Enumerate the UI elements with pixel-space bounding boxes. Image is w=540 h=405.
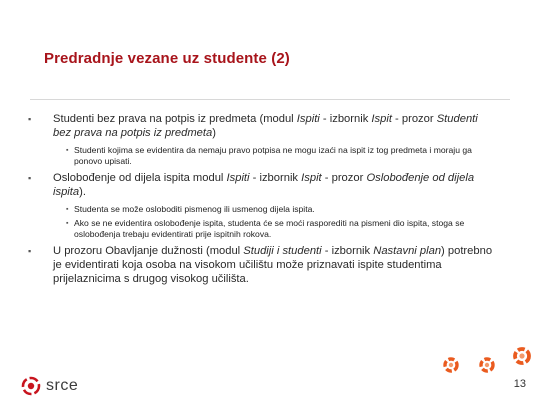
logo-text: srce — [46, 377, 79, 394]
bullet-item: ▪ Oslobođenje od dijela ispita modul Ispiti - izbornik Ispit - prozor Oslobođenje od dijela ispita). — [28, 172, 475, 198]
sub-bullet-item: ▪ Ako se ne evidentira oslobođenje ispita, studenta će se moći rasporediti na pismeni dio ispita, stoga se oslobođenja trebaju evidentirati prije ispitnih rokova. — [66, 218, 465, 239]
orange-ring-icon — [445, 359, 457, 371]
srce-logo-icon — [20, 376, 42, 396]
bullet-square-icon: ▪ — [66, 147, 69, 154]
orange-ring-icon — [515, 349, 529, 363]
bullet-square-icon: ▪ — [28, 173, 32, 183]
orange-ring-icon — [481, 359, 493, 371]
bullet-square-icon: ▪ — [28, 246, 32, 256]
sub-bullet-item: ▪ Studenti kojima se evidentira da nemaju pravo potpisa ne mogu izaći na ispit iz tog predmeta i moraju ga ponovo upisati. — [66, 145, 472, 166]
page-number: 13 — [513, 378, 526, 390]
slide-title: Predradnje vezane uz studente (2) — [44, 50, 290, 67]
bullet-square-icon: ▪ — [28, 114, 32, 124]
sub-bullet-item: ▪ Studenta se može osloboditi pismenog ili usmenog dijela ispita. — [66, 204, 315, 214]
srce-logo — [20, 376, 78, 396]
bullet-square-icon: ▪ — [66, 206, 69, 213]
bullet-item: ▪ Studenti bez prava na potpis iz predmeta (modul Ispiti - izbornik Ispit - prozor Studenti bez prava na potpis iz predmeta) — [28, 113, 478, 139]
bullet-list — [28, 112, 498, 291]
bullet-item: ▪ U prozoru Obavljanje dužnosti (modul Studiji i studenti - izbornik Nastavni plan) potrebno je evidentirati koja osoba na visokom učilištu može priznavati ispite studentima prijelaznicima s drugog visokog učilišta. — [28, 245, 493, 285]
title-divider — [30, 99, 510, 100]
bullet-square-icon: ▪ — [66, 220, 69, 227]
